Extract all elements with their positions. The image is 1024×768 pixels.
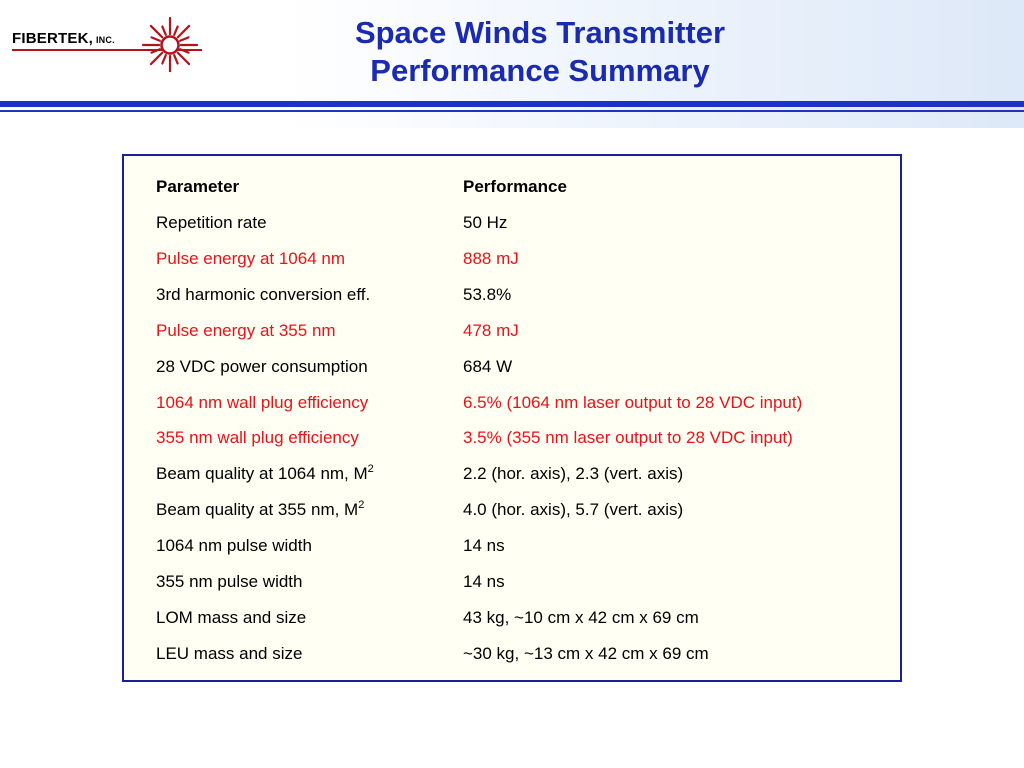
header-rule-thick [0, 101, 1024, 107]
performance-cell: 4.0 (hor. axis), 5.7 (vert. axis) [463, 500, 684, 520]
performance-cell: 53.8% [463, 284, 512, 304]
parameter-cell: Repetition rate [156, 213, 267, 232]
table-row [156, 606, 896, 630]
starburst-ray [162, 27, 165, 35]
parameter-cell: 355 nm wall plug efficiency [156, 428, 359, 448]
title-line-2: Performance Summary [370, 53, 710, 88]
parameter-cell: 3rd harmonic conversion eff. [156, 284, 371, 304]
table-row [156, 462, 896, 486]
starburst-ray [180, 49, 188, 52]
performance-cell: 888 mJ [463, 248, 519, 268]
parameter-cell: 28 VDC power consumption [156, 356, 368, 376]
starburst-ray [151, 53, 162, 64]
performance-cell: 3.5% (355 nm laser output to 28 VDC input) [463, 428, 793, 448]
performance-cell: 6.5% (1064 nm laser output to 28 VDC input) [463, 392, 803, 412]
table-row [156, 283, 896, 307]
performance-cell: ~30 kg, ~13 cm x 42 cm x 69 cm [463, 643, 709, 663]
starburst-ray [152, 49, 160, 52]
company-logo [6, 8, 206, 74]
table-row [156, 498, 896, 522]
header-rule-thin [0, 110, 1024, 112]
parameter-cell: LOM mass and size [156, 607, 307, 627]
title-line-1: Space Winds Transmitter [354, 15, 726, 50]
starburst-ray [152, 37, 160, 40]
performance-cell: 478 mJ [463, 320, 519, 340]
parameter-cell: 1064 nm pulse width [156, 536, 312, 556]
table-row [156, 211, 896, 235]
starburst-ray [174, 55, 177, 63]
parameter-cell: 355 nm pulse width [156, 572, 303, 591]
starburst-ray [180, 37, 188, 40]
parameter-cell: Pulse energy at 1064 nm [156, 248, 346, 268]
performance-cell: 14 ns [463, 572, 505, 591]
table-row [156, 247, 896, 271]
performance-cell: 50 Hz [463, 213, 508, 232]
logo-name: FIBERTEK, [12, 30, 93, 47]
parameter-cell: Pulse energy at 355 nm [156, 320, 336, 340]
table-row [156, 642, 896, 666]
page-title [260, 14, 820, 90]
parameter-superscript: 2 [367, 462, 374, 475]
table-header-row [156, 175, 896, 199]
table-row [156, 319, 896, 343]
table-row [156, 355, 896, 379]
performance-table [122, 154, 902, 682]
parameter-cell: 1064 nm wall plug efficiency [156, 392, 369, 412]
starburst-icon [140, 12, 200, 72]
header-parameter: Parameter [156, 177, 240, 196]
table-row [156, 426, 896, 450]
table-row [156, 391, 896, 415]
performance-cell: 684 W [463, 356, 513, 376]
table-row [156, 570, 896, 594]
logo-suffix: INC. [95, 35, 115, 45]
logo-text [12, 30, 115, 47]
performance-cell: 43 kg, ~10 cm x 42 cm x 69 cm [463, 607, 699, 627]
table-row [156, 534, 896, 558]
starburst-ray [151, 26, 162, 37]
parameter-cell: LEU mass and size [156, 643, 303, 663]
starburst-ray [178, 26, 189, 37]
performance-cell: 2.2 (hor. axis), 2.3 (vert. axis) [463, 464, 684, 484]
parameter-cell: Beam quality at 355 nm, $M^2$ [156, 498, 365, 520]
parameter-superscript: 2 [358, 498, 365, 511]
parameter-cell: Beam quality at 1064 nm, $M^2$ [156, 462, 374, 484]
performance-cell: 14 ns [463, 536, 505, 556]
header-performance: Performance [463, 177, 567, 196]
starburst-ray [178, 53, 189, 64]
starburst-ray [162, 55, 165, 63]
starburst-ray [174, 27, 177, 35]
